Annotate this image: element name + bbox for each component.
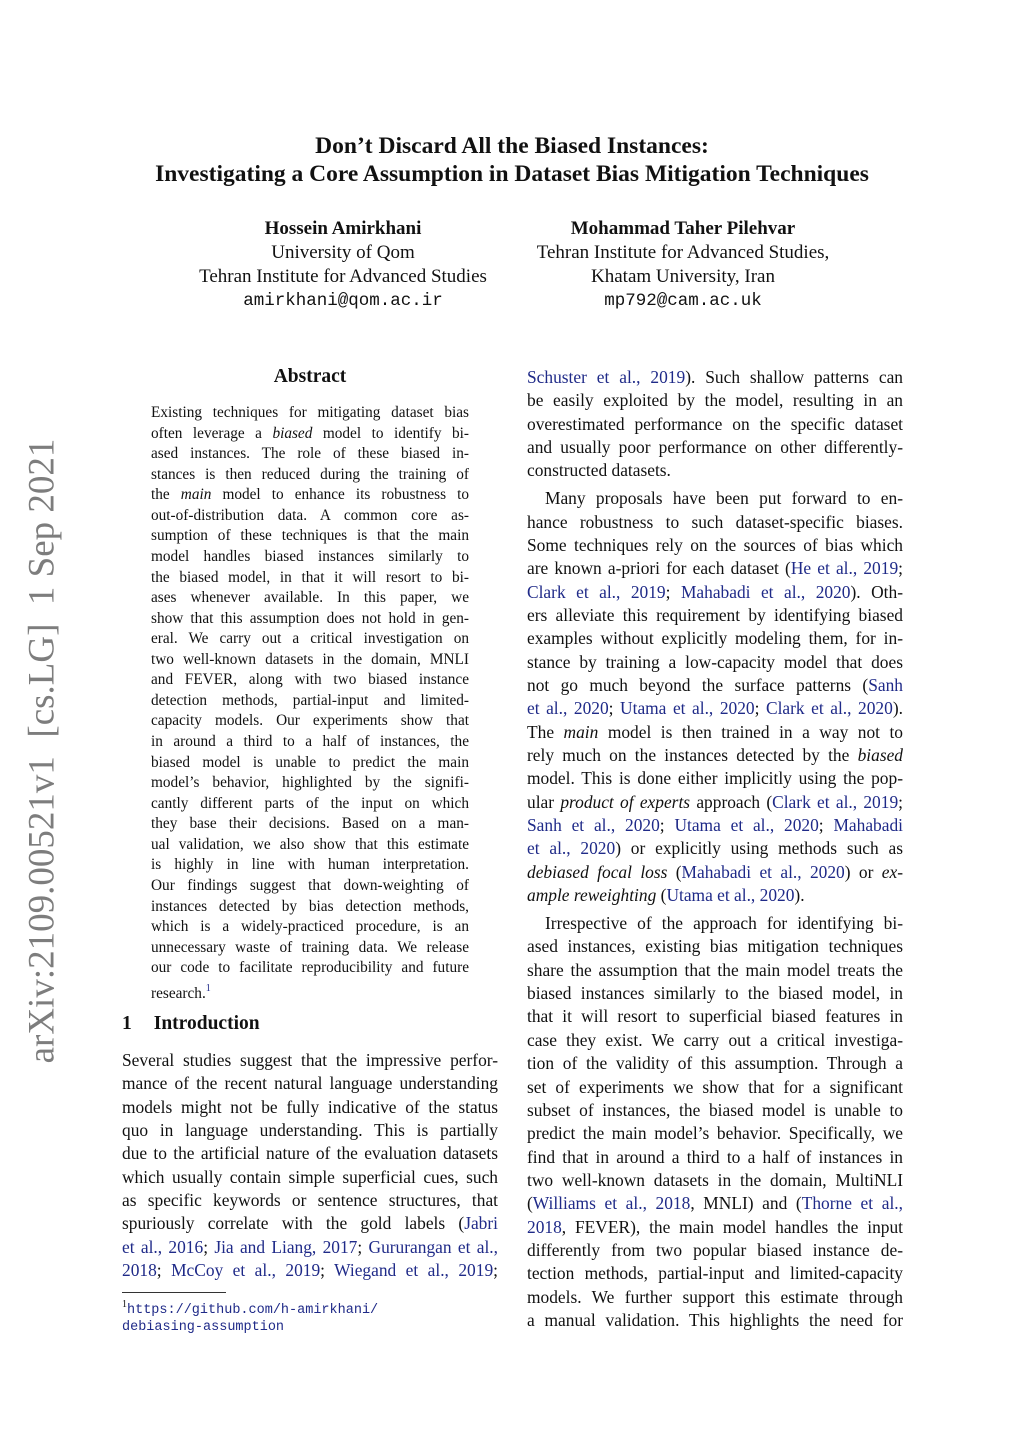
paper-title-line-2: Investigating a Core Assumption in Dataset Bias Mitigation Techniques	[155, 161, 869, 187]
text-segment: model’s behavior, highlighted by the signifi-	[151, 774, 469, 792]
text-line	[151, 773, 469, 794]
author-email[interactable]: amirkhani@qom.ac.ir	[243, 291, 443, 311]
text-segment: sumption of these techniques is that the main	[151, 527, 469, 545]
author-affiliation: University of Qom	[271, 242, 415, 263]
text-line	[527, 791, 903, 814]
abstract-body	[151, 403, 469, 1002]
footnote-link[interactable]: https://github.com/h-amirkhani/	[127, 1303, 379, 1318]
text-line	[527, 1076, 903, 1099]
text-segment: not go much beyond the surface patterns (	[527, 675, 869, 696]
author-2	[483, 217, 883, 313]
text-line	[527, 959, 903, 982]
footnote	[122, 1296, 378, 1336]
text-segment: biased instances similarly to the biased model, in	[527, 983, 903, 1004]
text-segment: which usually contain simple superficial cues, such	[122, 1166, 498, 1187]
author-email[interactable]: mp792@cam.ac.uk	[604, 291, 762, 311]
text-line	[151, 938, 469, 959]
citation-link[interactable]: Mahabadi	[833, 815, 903, 836]
citation-link[interactable]: Sanh et al., 2020	[527, 815, 660, 836]
footnote-marker[interactable]: 1	[205, 982, 211, 994]
text-segment: ;	[754, 698, 766, 719]
text-line	[151, 506, 469, 527]
section-heading-introduction	[122, 1013, 260, 1035]
text-line	[151, 629, 469, 650]
citation-link[interactable]: Clark et al., 2020	[765, 698, 893, 719]
text-segment: two well-known datasets in the domain, MNLI	[151, 650, 469, 668]
text-line	[527, 1099, 903, 1122]
emphasis-text: biased	[857, 745, 903, 766]
text-line	[527, 459, 903, 482]
text-line	[527, 1169, 903, 1192]
text-line	[527, 1286, 903, 1309]
text-line	[527, 884, 903, 907]
citation-link[interactable]: Clark et al., 2019	[527, 581, 666, 602]
emphasis-text: main	[180, 486, 212, 504]
text-line	[151, 609, 469, 630]
text-line	[122, 1049, 498, 1072]
emphasis-text: debiased focal loss	[527, 861, 668, 882]
text-line	[122, 1166, 498, 1189]
citation-link[interactable]: He et al., 2019	[790, 558, 899, 579]
text-segment: ;	[357, 1236, 369, 1257]
text-segment: find that in around a third to a half of instances in	[527, 1146, 903, 1167]
footnote-number: 1	[122, 1299, 127, 1310]
text-segment: two well-known datasets in the domain, MultiNLI	[527, 1169, 903, 1190]
citation-link[interactable]: Clark et al., 2019	[772, 791, 899, 812]
text-segment: they base their decisions. Based on a man-	[151, 815, 469, 833]
text-line	[527, 436, 903, 459]
paper-title-line-1: Don’t Discard All the Biased Instances:	[315, 133, 709, 159]
text-line	[122, 1072, 498, 1095]
text-segment: stance by training a low-capacity model that does	[527, 651, 903, 672]
text-line	[122, 1259, 498, 1282]
text-segment: constructed datasets.	[527, 460, 671, 481]
text-segment: mance of the recent natural language understanding	[122, 1073, 498, 1094]
citation-link[interactable]: Utama et al., 2020	[666, 885, 795, 906]
text-line	[527, 935, 903, 958]
text-segment: and FEVER, along with two biased instance	[151, 671, 469, 689]
text-line	[151, 794, 469, 815]
text-segment: that it will resort to superficial biased features in	[527, 1006, 903, 1027]
text-segment: rely much on the instances detected by the	[527, 745, 858, 766]
text-line	[151, 670, 469, 691]
text-line	[527, 557, 903, 580]
text-line	[527, 1052, 903, 1075]
text-segment: instances detected by bias detection methods,	[151, 897, 469, 915]
citation-link[interactable]: Mahabadi et al., 2020	[681, 861, 845, 882]
text-line	[151, 753, 469, 774]
text-segment: Several studies suggest that the impressive perfor-	[122, 1050, 498, 1070]
text-segment: differently from two popular biased instance de-	[527, 1239, 903, 1260]
author-affiliation: Tehran Institute for Advanced Studies	[199, 266, 487, 287]
text-segment: is highly in line with human interpretation.	[151, 856, 469, 874]
text-segment: quo in language understanding. This is partially	[122, 1120, 498, 1141]
text-segment: cantly different parts of the input on which	[151, 794, 469, 812]
text-segment: stances is then reduced during the training of	[151, 465, 469, 483]
text-segment: ual validation, we also show that this estimate	[151, 835, 469, 853]
text-line	[151, 814, 469, 835]
paragraph	[527, 487, 903, 907]
text-segment: and usually poor performance on other differently-	[527, 437, 903, 458]
text-segment: spuriously correlate with the gold labels (	[122, 1213, 465, 1234]
text-segment: out-of-distribution data. A common core as-	[151, 506, 469, 524]
text-segment: ). Such shallow patterns can	[685, 367, 904, 387]
text-segment: ;	[156, 1260, 172, 1281]
text-line	[527, 744, 903, 767]
paragraph	[122, 1049, 498, 1282]
text-line	[151, 691, 469, 712]
text-segment: ;	[898, 558, 903, 579]
text-line	[527, 861, 903, 884]
abstract-heading: Abstract	[273, 366, 347, 387]
text-line	[527, 674, 903, 697]
text-line	[122, 1096, 498, 1119]
text-segment: as specific keywords or sentence structures, that	[122, 1190, 498, 1211]
text-line	[151, 979, 469, 1000]
text-line	[151, 588, 469, 609]
text-line	[527, 1005, 903, 1028]
text-segment: overestimated performance on the specific dataset	[527, 413, 903, 434]
text-line	[122, 1142, 498, 1165]
text-line	[527, 389, 903, 412]
author-name: Hossein Amirkhani	[264, 218, 422, 239]
text-segment: hance robustness to such dataset-specific biases.	[527, 511, 903, 532]
text-segment: model to identify bi-	[312, 424, 469, 442]
arxiv-identifier: arXiv:2109.00521v1 [cs.LG] 1 Sep 2021	[21, 438, 63, 1064]
text-line	[151, 485, 469, 506]
text-line	[527, 604, 903, 627]
text-line	[151, 876, 469, 897]
citation-link[interactable]: et al., 2020	[527, 698, 609, 719]
citation-link[interactable]: Williams et al., 2018	[532, 1193, 691, 1214]
text-segment: model to enhance its robustness to	[211, 486, 469, 504]
text-segment: ased instances, existing bias mitigation techniques	[527, 936, 903, 957]
text-segment: Some techniques rely on the sources of bias which	[527, 535, 903, 555]
text-segment: ;	[818, 815, 834, 836]
text-segment: ;	[659, 815, 675, 836]
text-segment: ;	[898, 791, 903, 812]
text-segment: capacity models. Our experiments show that	[151, 712, 469, 730]
text-segment: models might not be fully indicative of the status	[122, 1096, 498, 1117]
citation-link[interactable]: Thorne et al.,	[801, 1193, 903, 1214]
emphasis-text: ex-	[881, 861, 903, 882]
text-line	[151, 732, 469, 753]
text-line	[151, 465, 469, 486]
text-segment: ).	[794, 885, 805, 906]
text-line	[151, 403, 469, 424]
text-line	[527, 1192, 903, 1215]
text-line	[527, 413, 903, 436]
text-line	[527, 487, 903, 510]
introduction-body-left	[122, 1049, 498, 1282]
text-segment: biased model is unable to predict the main	[151, 753, 469, 771]
text-line	[151, 568, 469, 589]
paragraph	[527, 912, 903, 1332]
citation-link[interactable]: et al., 2020	[527, 838, 616, 859]
citation-link[interactable]: Schuster et al., 2019	[527, 367, 686, 387]
text-line	[151, 424, 469, 445]
text-line	[122, 1212, 498, 1235]
text-segment: , FEVER), the main model handles the input	[561, 1216, 903, 1237]
citation-link[interactable]: Wiegand et al., 2019	[334, 1260, 494, 1281]
text-line	[527, 814, 903, 837]
text-line	[527, 912, 903, 935]
text-segment: approach (	[690, 791, 773, 812]
text-segment: often leverage a	[151, 424, 273, 442]
text-segment: , MNLI) and (	[690, 1193, 802, 1214]
text-segment: ased instances. The role of these biased in-	[151, 445, 469, 463]
text-line	[151, 650, 469, 671]
text-segment: in around a third to a half of instances, the	[151, 733, 469, 750]
text-line	[151, 917, 469, 938]
text-line	[151, 835, 469, 856]
text-segment: model. This is done either implicitly using the pop-	[527, 768, 903, 789]
text-line	[527, 511, 903, 534]
text-segment: ).	[892, 698, 903, 719]
text-line	[122, 1236, 498, 1259]
text-segment: be easily exploited by the model, resulting in an	[527, 390, 903, 411]
text-line	[527, 534, 903, 557]
text-segment: research.	[151, 984, 206, 1002]
text-line	[527, 1239, 903, 1262]
text-line	[122, 1119, 498, 1142]
text-segment: models. We further support this estimate through	[527, 1286, 903, 1307]
text-line	[527, 1216, 903, 1239]
text-segment: examples without explicitly modeling them, for in-	[527, 628, 903, 649]
text-segment: the biased model, in that it will resort to bi-	[151, 568, 469, 586]
text-segment: ;	[320, 1260, 335, 1281]
text-segment: ;	[608, 698, 621, 719]
text-segment: ) or	[844, 861, 882, 882]
footnote-link-continued[interactable]: debiasing-assumption	[122, 1320, 285, 1335]
text-line	[151, 958, 469, 979]
text-segment: model handles biased instances similarly to	[151, 547, 469, 565]
text-line	[151, 526, 469, 547]
text-segment: Many proposals have been put forward to en-	[545, 488, 903, 509]
text-segment: which is a widely-practiced procedure, is an	[151, 918, 469, 936]
text-line	[527, 982, 903, 1005]
section-title: Introduction	[153, 1013, 260, 1034]
citation-link[interactable]: Utama et al., 2020	[674, 815, 819, 836]
text-line	[527, 1029, 903, 1052]
text-segment: show that this assumption does not hold in gen-	[151, 609, 469, 627]
paragraph	[527, 366, 903, 483]
text-segment: subset of instances, the biased model is unable to	[527, 1099, 903, 1120]
text-line	[527, 1309, 903, 1332]
footnote-divider	[122, 1292, 226, 1293]
text-line	[527, 651, 903, 674]
text-line	[527, 1262, 903, 1285]
text-segment: ). Oth-	[850, 581, 903, 602]
text-line	[527, 837, 903, 860]
text-segment: ;	[203, 1236, 215, 1257]
emphasis-text: main	[563, 721, 599, 742]
citation-link[interactable]: McCoy et al., 2019	[171, 1260, 321, 1281]
text-segment: ular	[527, 791, 561, 812]
author-name: Mohammad Taher Pilehvar	[570, 218, 796, 239]
citation-link[interactable]: Mahabadi et al., 2020	[680, 581, 851, 602]
citation-link[interactable]: et al., 2016	[122, 1236, 204, 1257]
text-segment: share the assumption that the main model treats the	[527, 959, 903, 980]
text-segment: (	[656, 885, 667, 906]
text-segment: due to the artificial nature of the evaluation datasets	[122, 1143, 498, 1164]
emphasis-text: product of experts	[560, 791, 691, 812]
text-line	[151, 897, 469, 918]
section-number: 1	[122, 1013, 132, 1034]
text-line	[151, 711, 469, 732]
text-segment: a manual validation. This highlights the need for	[527, 1309, 903, 1330]
text-line	[527, 366, 903, 389]
text-segment: (	[527, 1193, 533, 1214]
text-segment: ers alleviate this requirement by identifying biased	[527, 605, 903, 626]
text-line	[527, 767, 903, 790]
text-segment: set of experiments we show that for a significant	[527, 1076, 903, 1097]
text-segment: case they exist. We carry out a critical investiga-	[527, 1029, 903, 1050]
citation-link[interactable]: Jia and Liang, 2017	[214, 1236, 358, 1257]
emphasis-text: ample reweighting	[527, 885, 657, 906]
citation-link[interactable]: Utama et al., 2020	[620, 698, 755, 719]
text-segment: ) or explicitly using methods such as	[615, 838, 903, 859]
text-segment: predict the main model’s behavior. Specifically, we	[527, 1123, 903, 1144]
citation-link[interactable]: 2018	[527, 1216, 562, 1237]
text-line	[527, 697, 903, 720]
text-segment: model is then trained in a way not to	[598, 721, 903, 742]
citation-link[interactable]: Sanh	[868, 675, 903, 696]
text-segment: tection methods, partial-input and limited-capacity	[527, 1263, 903, 1284]
citation-link[interactable]: 2018	[122, 1260, 157, 1281]
text-segment: tion of the validity of this assumption. Through a	[527, 1053, 903, 1074]
text-segment: unnecessary waste of training data. We release	[151, 938, 469, 956]
text-segment: are known a-priori for each dataset (	[527, 558, 791, 579]
text-segment: eral. We carry out a critical investigation on	[151, 630, 469, 648]
author-affiliation: Khatam University, Iran	[591, 266, 775, 287]
paragraph	[151, 403, 469, 1002]
text-line	[527, 627, 903, 650]
text-segment: Our findings suggest that down-weighting of	[151, 876, 469, 894]
citation-link[interactable]: Gururangan et al.,	[368, 1236, 498, 1257]
text-line	[527, 581, 903, 604]
text-line	[527, 1146, 903, 1169]
text-segment: Existing techniques for mitigating dataset bias	[151, 404, 469, 421]
text-line	[122, 1189, 498, 1212]
text-line	[151, 547, 469, 568]
text-line	[151, 444, 469, 465]
text-segment: ;	[493, 1260, 498, 1281]
citation-link[interactable]: Jabri	[464, 1213, 498, 1234]
emphasis-text: biased	[272, 424, 313, 442]
text-segment: detection methods, partial-input and limited-	[151, 691, 469, 709]
text-segment: The	[527, 721, 564, 742]
text-segment: ases whenever available. In this paper, we	[151, 589, 469, 607]
text-segment: Irrespective of the approach for identifying bi-	[545, 913, 903, 934]
text-line	[151, 855, 469, 876]
text-segment: (	[667, 861, 682, 882]
text-segment: ;	[665, 581, 681, 602]
text-line	[527, 721, 903, 744]
text-segment: the	[151, 486, 181, 504]
introduction-body-right	[527, 366, 903, 1337]
text-segment: our code to facilitate reproducibility and future	[151, 959, 469, 977]
author-affiliation: Tehran Institute for Advanced Studies,	[536, 242, 830, 263]
text-line	[527, 1122, 903, 1145]
